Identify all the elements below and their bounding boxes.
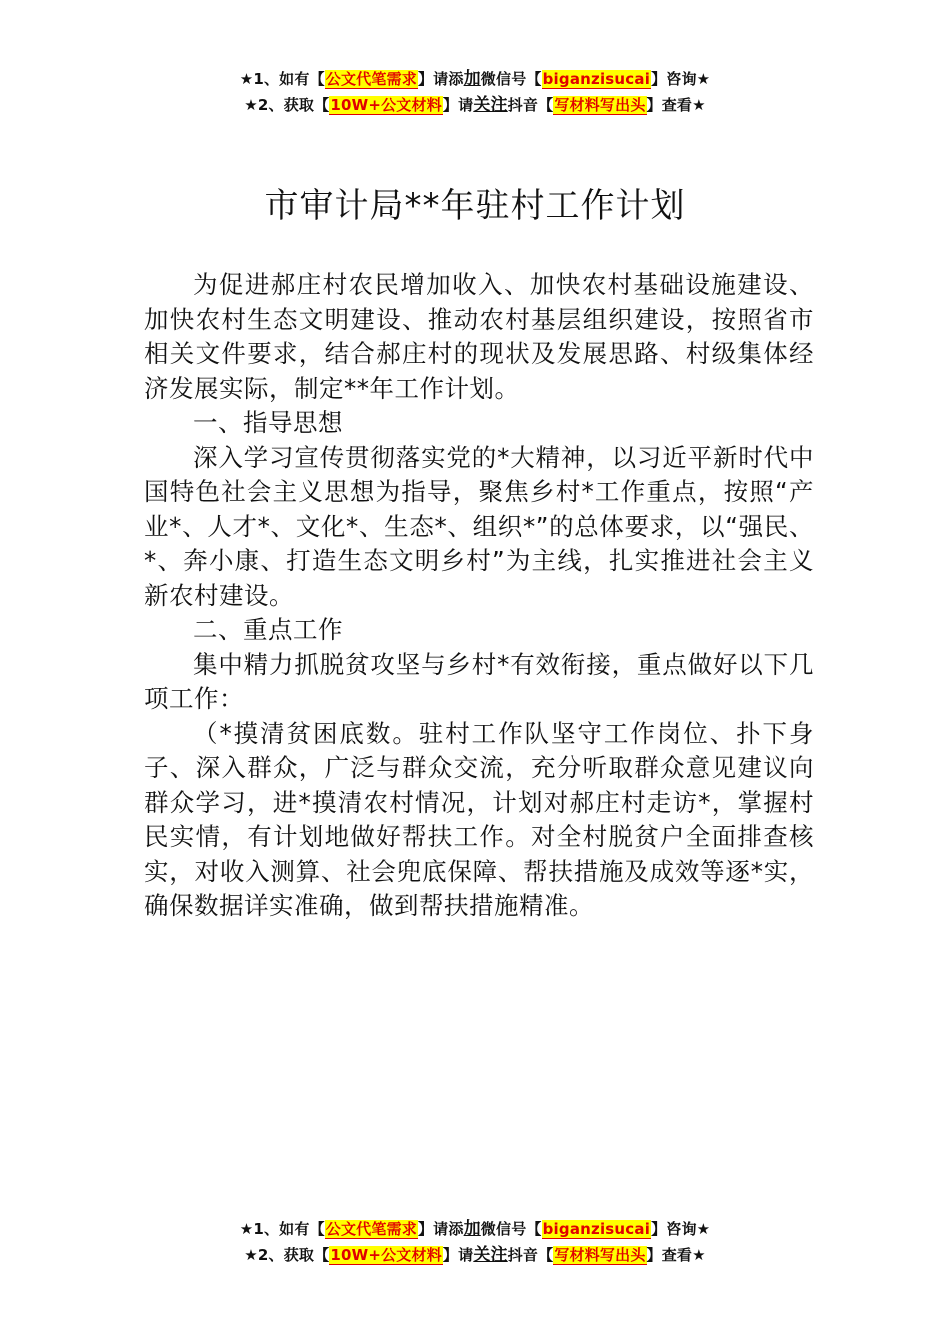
banner-emphasis: 关注: [473, 95, 508, 115]
highlight-account: 写材料写出头: [554, 96, 646, 114]
banner-line-1: [0, 66, 950, 92]
key-work-item-paragraph: （*摸清贫困底数。驻村工作队坚守工作岗位、扑下身子、深入群众，广泛与群众交流，充分听取群众意见建议向群众学习，进*摸清农村情况，计划对郝庄村走访*，掌握村民实情，有计划地做好帮扶工作。对全村脱贫户全面排查核实，对收入测算、社会兜底保障、帮扶措施及成效等逐*实，确保数据详实准确，做到帮扶措施精准。: [144, 718, 814, 920]
banner-text: 】请添: [417, 1220, 464, 1238]
banner-text: 】请: [442, 1246, 474, 1264]
banner-line-2: [0, 92, 950, 118]
banner-text: 】咨询★: [651, 70, 711, 88]
banner-text: ★2、获取【: [244, 1246, 330, 1264]
banner-text: 】请: [442, 96, 474, 114]
section-heading-guiding-ideology: 一、指导思想: [193, 408, 343, 437]
banner-text: ★1、如有【: [239, 70, 325, 88]
banner-emphasis: 加: [463, 69, 481, 89]
banner-text: 】请添: [417, 70, 464, 88]
banner-text: 微信号【: [480, 1220, 542, 1238]
banner-text: 】查看★: [646, 96, 706, 114]
section-heading-key-work: 二、重点工作: [193, 615, 343, 644]
intro-paragraph: 为促进郝庄村农民增加收入、加快农村基础设施建设、加快农村生态文明建设、推动农村基层组织建设，按照省市相关文件要求，结合郝庄村的现状及发展思路、村级集体经济发展实际，制定**年工作计划。: [144, 270, 814, 403]
highlight-service: 公文代笔需求: [325, 70, 417, 88]
banner-text: ★1、如有【: [239, 1220, 325, 1238]
highlight-account: 写材料写出头: [554, 1246, 646, 1264]
banner-text: 】查看★: [646, 1246, 706, 1264]
highlight-wechat-id: biganzisucai: [542, 1220, 651, 1238]
banner-line-2: [0, 1242, 950, 1268]
banner-emphasis: 关注: [473, 1245, 508, 1265]
document-body: [144, 268, 814, 924]
banner-text: 抖音【: [507, 1246, 554, 1264]
banner-text: 抖音【: [507, 96, 554, 114]
highlight-service: 公文代笔需求: [325, 1220, 417, 1238]
highlight-materials: 10W+公文材料: [330, 96, 442, 114]
banner-text: ★2、获取【: [244, 96, 330, 114]
banner-emphasis: 加: [463, 1219, 481, 1239]
highlight-materials: 10W+公文材料: [330, 1246, 442, 1264]
banner-line-1: [0, 1216, 950, 1242]
banner-text: 微信号【: [480, 70, 542, 88]
guiding-ideology-paragraph: 深入学习宣传贯彻落实党的*大精神，以习近平新时代中国特色社会主义思想为指导，聚焦乡村*工作重点，按照“产业*、人才*、文化*、生态*、组织*”的总体要求，以“强民、*、奔小康、打造生态文明乡村”为主线，扎实推进社会主义新农村建设。: [144, 442, 814, 610]
key-work-intro-paragraph: 集中精力抓脱贫攻坚与乡村*有效衔接，重点做好以下几项工作：: [144, 649, 814, 713]
banner-text: 】咨询★: [651, 1220, 711, 1238]
document-title: 市审计局**年驻村工作计划: [264, 186, 686, 226]
header-banner: [0, 66, 950, 118]
footer-banner: [0, 1216, 950, 1268]
highlight-wechat-id: biganzisucai: [542, 70, 651, 88]
